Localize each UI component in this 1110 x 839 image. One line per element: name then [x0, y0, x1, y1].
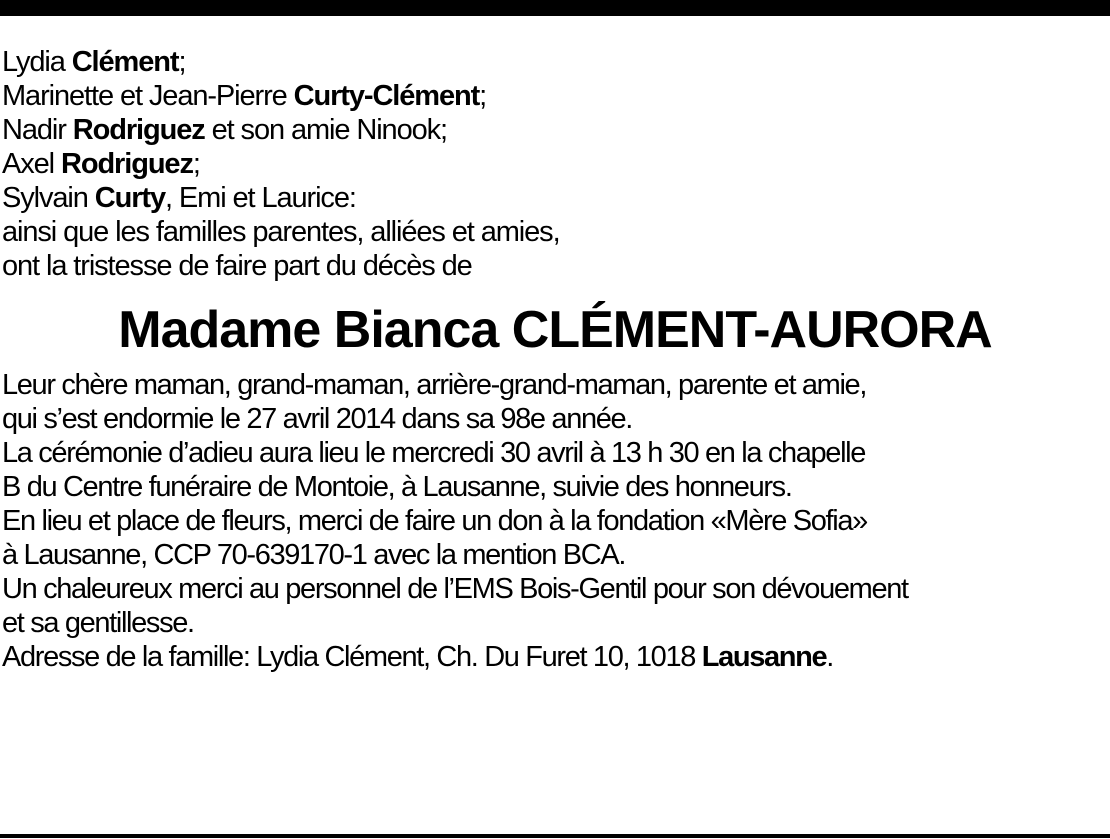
line-suffix: et son amie Ninook;	[204, 114, 447, 146]
body-line: En lieu et place de fleurs, merci de faire un don à la fondation «Mère Sofia»	[2, 505, 867, 537]
line-suffix: , Emi et Laurice:	[164, 182, 356, 214]
body-line: La cérémonie d’adieu aura lieu le mercredi 30 avril à 13 h 30 en la chapelle	[2, 437, 866, 469]
given-names: Axel	[2, 148, 61, 180]
body-line: Un chaleureux merci au personnel de l’EMS Bois-Gentil pour son dévouement	[2, 573, 908, 605]
line-suffix: ;	[192, 148, 200, 180]
given-names: Lydia	[2, 46, 72, 78]
surname: Curty-Clément	[293, 80, 480, 112]
family-address	[2, 640, 1108, 674]
top-rule	[0, 0, 1110, 16]
body-line: B du Centre funéraire de Montoie, à Lausanne, suivie des honneurs.	[2, 471, 792, 503]
intro-line: ont la tristesse de faire part du décès de	[2, 250, 472, 282]
surname: Curty	[94, 182, 165, 214]
given-names: Sylvain	[2, 182, 95, 214]
family-line	[2, 45, 1108, 79]
family-line	[2, 113, 1108, 147]
line-suffix: ;	[178, 46, 186, 78]
surname: Clément	[71, 46, 179, 78]
line-suffix: ;	[479, 80, 487, 112]
family-line	[2, 147, 1108, 181]
family-line	[2, 79, 1108, 113]
intro-line: ainsi que les familles parentes, alliées et amies,	[2, 216, 560, 248]
family-line	[2, 181, 1108, 215]
address-suffix: .	[826, 641, 834, 673]
surname: Rodriguez	[72, 114, 205, 146]
deceased-name: Madame Bianca CLÉMENT-AURORA	[118, 301, 992, 359]
obituary-notice	[2, 45, 1108, 674]
address-city: Lausanne	[701, 641, 827, 673]
given-names: Nadir	[2, 114, 73, 146]
surname: Rodriguez	[60, 148, 193, 180]
notice-body	[2, 368, 1108, 674]
body-line: et sa gentillesse.	[2, 607, 194, 639]
given-names: Marinette et Jean-Pierre	[2, 80, 294, 112]
body-line: qui s’est endormie le 27 avril 2014 dans sa 98e année.	[2, 403, 633, 435]
body-line: à Lausanne, CCP 70-639170-1 avec la mention BCA.	[2, 539, 626, 571]
bottom-rule	[0, 834, 1110, 838]
address-text: Adresse de la famille: Lydia Clément, Ch. Du Furet 10, 1018	[2, 641, 702, 673]
body-line: Leur chère maman, grand-maman, arrière-grand-maman, parente et amie,	[2, 369, 867, 401]
family-list	[2, 45, 1108, 215]
